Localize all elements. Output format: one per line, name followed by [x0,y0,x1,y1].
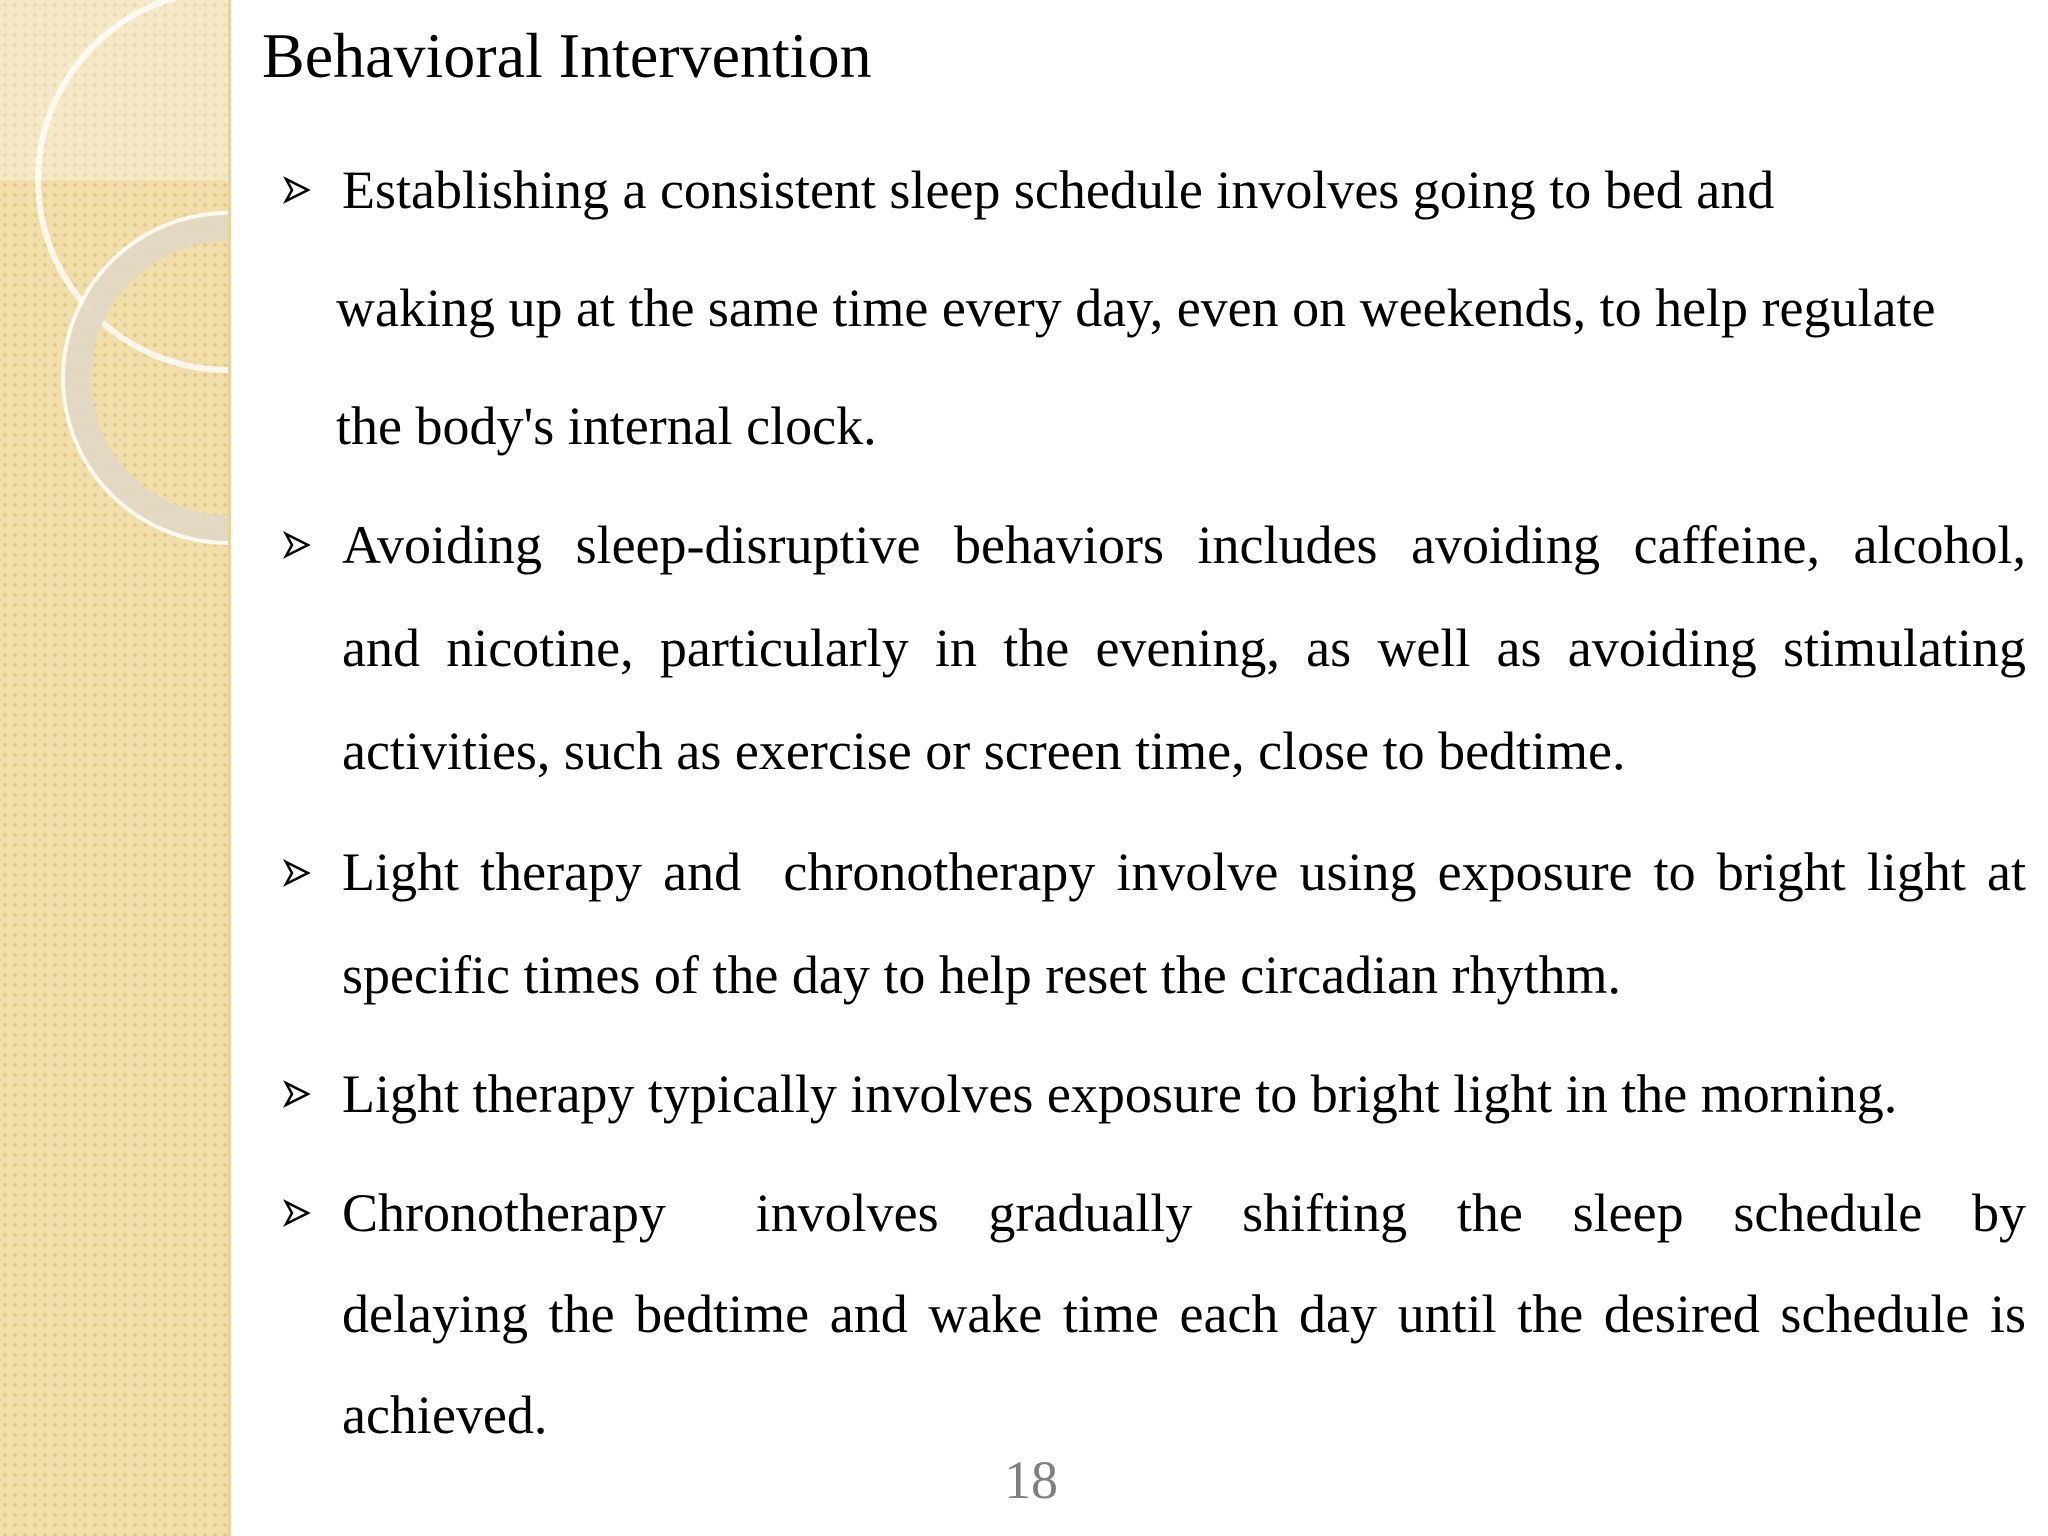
bullet-text-line: and nicotine, particularly in the evening, as well as avoiding stimulating [342,618,2026,678]
arrowhead-bullet-icon [282,530,312,560]
bullet-text-line: Establishing a consistent sleep schedule involves going to bed and [342,160,1775,220]
bullet-text-line: waking up at the same time every day, even on weekends, to help regulate [336,278,1936,338]
arrowhead-bullet-icon [282,1198,312,1228]
bullet-text-line: Light therapy and chronotherapy involve using exposure to bright light at [342,842,2026,902]
bullet-word: by [1971,1183,2026,1243]
bullet-text-line: specific times of the day to help reset the circadian rhythm. [342,945,1622,1005]
bullet-text-line: Avoiding sleep-disruptive behaviors includes avoiding caffeine, alcohol, [342,515,2026,575]
arrowhead-bullet-icon [282,1079,312,1109]
bullet-word: schedule [1733,1183,1923,1243]
bullet-text-line: delaying the bedtime and wake time each day until the desired schedule is [342,1284,2026,1344]
slide-title: Behavioral Intervention [262,20,872,91]
bullet-word: gradually [988,1183,1193,1243]
bullet-text-line [342,1181,2026,1245]
bullet-text-line: the body's internal clock. [336,396,877,456]
arrowhead-bullet-icon [282,858,312,888]
bullet-word: involves [755,1183,939,1243]
bullet-word: Chronotherapy [342,1183,666,1243]
page-number: 18 [1004,1450,1058,1510]
bullet-text-line: achieved. [342,1385,548,1445]
arrowhead-bullet-icon [282,175,312,205]
bullet-word: sleep [1572,1183,1684,1243]
bullet-word: the [1456,1183,1523,1243]
bullet-text-line: activities, such as exercise or screen time, close to bedtime. [342,721,1626,781]
bullet-text-line: Light therapy typically involves exposure to bright light in the morning. [342,1064,1898,1124]
bullet-word: shifting [1242,1183,1408,1243]
